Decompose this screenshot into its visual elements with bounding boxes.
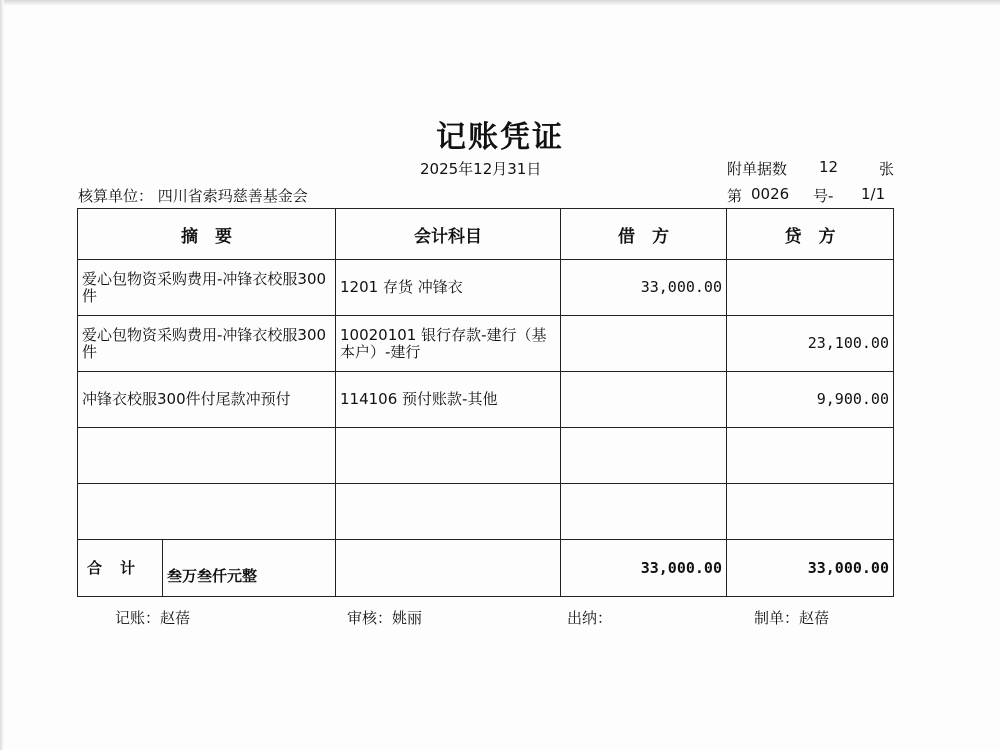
row-credit bbox=[727, 260, 894, 316]
voucher-number bbox=[727, 185, 885, 206]
accounting-unit bbox=[78, 185, 308, 206]
voucher-prefix: 第 bbox=[727, 187, 743, 205]
row-debit bbox=[561, 316, 727, 372]
unit-label: 核算单位： bbox=[78, 187, 154, 205]
voucher-title: 记账凭证 bbox=[436, 120, 564, 155]
preparer-name: 赵蓓 bbox=[799, 609, 830, 627]
bookkeeper-label: 记账： bbox=[115, 609, 161, 627]
table-row bbox=[78, 316, 894, 372]
table-header-row bbox=[78, 209, 894, 260]
reviewer-label: 审核： bbox=[347, 609, 393, 627]
total-label: 合计 bbox=[78, 540, 163, 596]
row-debit: 33,000.00 bbox=[561, 260, 727, 316]
voucher-date: 2025年12月31日 bbox=[420, 160, 542, 178]
attachment-label: 附单据数 bbox=[727, 160, 788, 178]
row-credit bbox=[727, 484, 894, 540]
total-amount-words: 叁万叁仟元整 bbox=[167, 567, 258, 585]
row-account: 10020101 银行存款-建行（基本户）-建行 bbox=[336, 316, 561, 372]
table-row bbox=[78, 372, 894, 428]
table-row bbox=[78, 260, 894, 316]
row-debit bbox=[561, 372, 727, 428]
voucher-page: 1/1 bbox=[861, 185, 886, 203]
voucher-suffix: 号- bbox=[813, 187, 834, 205]
row-summary: 冲锋衣校服300件付尾款冲预付 bbox=[78, 372, 336, 428]
row-summary bbox=[78, 484, 336, 540]
total-debit: 33,000.00 bbox=[561, 540, 727, 597]
bookkeeper bbox=[115, 607, 190, 628]
row-account: 1201 存货 冲锋衣 bbox=[336, 260, 561, 316]
total-credit: 33,000.00 bbox=[727, 540, 894, 597]
row-account: 114106 预付账款-其他 bbox=[336, 372, 561, 428]
row-summary: 爱心包物资采购费用-冲锋衣校服300件 bbox=[78, 316, 336, 372]
row-summary: 爱心包物资采购费用-冲锋衣校服300件 bbox=[78, 260, 336, 316]
reviewer-name: 姚丽 bbox=[392, 609, 423, 627]
header-credit: 贷 方 bbox=[727, 209, 894, 260]
row-debit bbox=[561, 484, 727, 540]
row-credit bbox=[727, 428, 894, 484]
row-credit: 9,900.00 bbox=[727, 372, 894, 428]
voucher-number-value: 0026 bbox=[751, 185, 790, 203]
bookkeeper-name: 赵蓓 bbox=[160, 609, 191, 627]
voucher-table bbox=[77, 208, 894, 597]
header-summary: 摘 要 bbox=[78, 209, 336, 260]
scan-edge-top bbox=[0, 0, 1000, 6]
reviewer bbox=[347, 607, 422, 628]
row-account bbox=[336, 484, 561, 540]
header-account: 会计科目 bbox=[336, 209, 561, 260]
row-account bbox=[336, 428, 561, 484]
header-debit: 借 方 bbox=[561, 209, 727, 260]
preparer-label: 制单： bbox=[754, 609, 800, 627]
cashier-label: 出纳： bbox=[567, 609, 613, 627]
row-debit bbox=[561, 428, 727, 484]
attachment-unit: 张 bbox=[879, 160, 895, 178]
cashier bbox=[567, 607, 612, 628]
row-credit: 23,100.00 bbox=[727, 316, 894, 372]
total-account-cell bbox=[336, 540, 561, 597]
attachment-count bbox=[727, 158, 894, 179]
unit-name: 四川省索玛慈善基金会 bbox=[157, 187, 308, 205]
table-row-empty bbox=[78, 484, 894, 540]
preparer bbox=[754, 607, 829, 628]
table-row-empty bbox=[78, 428, 894, 484]
attachment-number: 12 bbox=[819, 158, 839, 176]
row-summary bbox=[78, 428, 336, 484]
